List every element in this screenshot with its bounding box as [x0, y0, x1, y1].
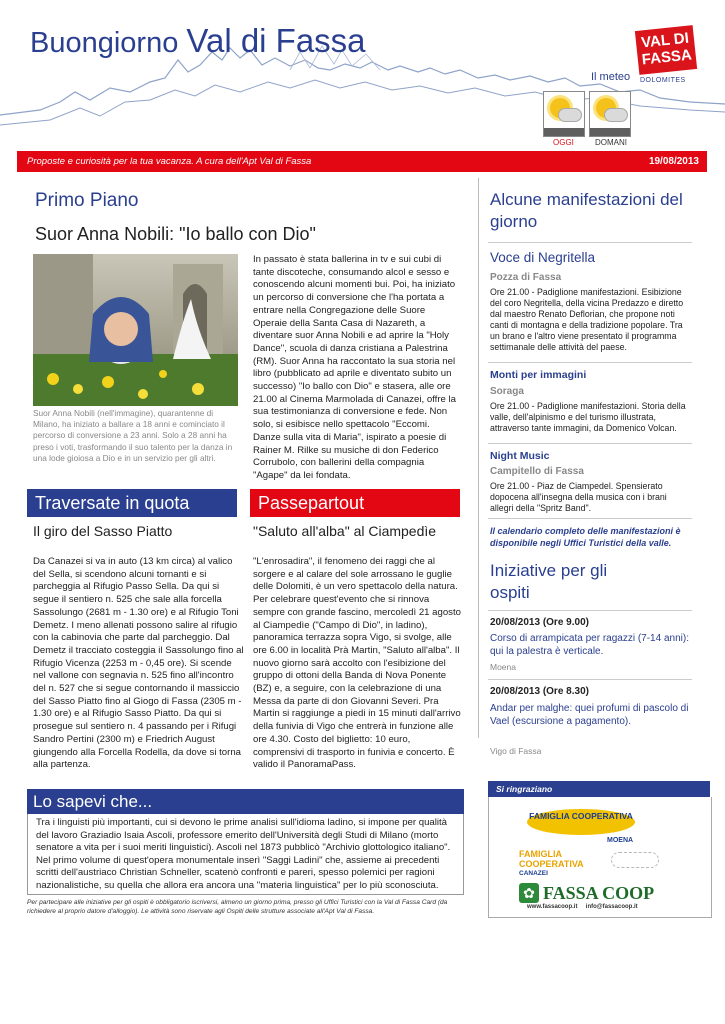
- divider: [488, 610, 692, 611]
- traversate-body: Da Canazei si va in auto (13 km circa) al valico del Sella, si scendono alcuni tornanti e si parcheggia al Rifugio Passo Sella. Da qui si segue il sentiero n. 525 che sale alla forcella Sassolungo (2681 m - 1.30 ore) e al Rifugio Toni Demetz. I meno allenati possono salire al rifugio con la cabinovia che parte dal parcheggio. Dal Demetz il tracciato costeggia il Sassolungo fino al Rifugio Vicenza (2253 m - 0,45 ore). Si scende nel vallone con segnavia n. 525 fino all'incontro del n. 527 che si segue contornando il massiccio del Sasso Piatto fino al Giogo di Fassa (2305 m - 1.30 ore) e al Rifugio Sasso Piatto. Da qui si prosegue sul sentiero n. 4 passando per i Rifugi Sandro Pertini (2300 m) e Friedrich August giungendo alla Forcella Rodella, da dove si torna alla partenza.: [33, 556, 244, 771]
- tagline: Proposte e curiosità per la tua vacanza. A cura dell'Apt Val di Fassa: [27, 156, 312, 167]
- famiglia-cooperativa-moena-logo: [527, 809, 635, 835]
- sponsor-name: FAMIGLIA COOPERATIVA: [529, 811, 633, 821]
- sponsor-name: FAMIGLIA COOPERATIVA: [519, 849, 584, 869]
- sponsor-sub: CANAZEI: [519, 870, 548, 877]
- event-description: Ore 21.00 - Piaz de Ciampedel. Spensierato dopocena all'insegna della musica con i brani allegri della "Spritz Band".: [490, 481, 667, 513]
- issue-date: 19/08/2013: [648, 156, 699, 167]
- photo-illustration: [33, 254, 238, 406]
- event-place: Pozza di Fassa: [490, 272, 562, 283]
- logo-subtitle: DOLOMITES: [640, 77, 686, 84]
- val-di-fassa-logo: [635, 25, 697, 75]
- initiative-place: Moena: [490, 662, 516, 672]
- footnote: Per partecipare alle iniziative per gli ospiti è obbligatorio iscriversi, almeno un giorno prima, presso gli Uffici Turistici con la Val di Fassa Card (da richiedere al proprio datore d'alloggio). Le attività sono riservate agli Ospiti delle strutture associate all'Apt Val di Fassa.: [27, 899, 448, 915]
- divider: [488, 362, 692, 363]
- lo-sapevi-body: Tra i linguisti più importanti, cui si devono le prime analisi sull'idioma ladino, si impone per qualità del lavoro Graziadio Isaia Ascoli, professore emerito dell'Università degli Studi di Milano (morto senatore a vita per i suoi meriti linguistici). Ascoli nel 1873 pubblicò "Archivio glottologico italiano". Nel primo volume di quest'opera monumentale inserì "Saggi Ladini" che, assieme ai precedenti scritti dell'austriaco Christian Schneller, scatenò confronti e pareri, spesso polemici per ragioni nazionalistiche, su quella che allora era ancora una "materia linguistica" per lo più sconosciuta.: [36, 817, 451, 891]
- traversate-title: Il giro del Sasso Piatto: [33, 523, 173, 539]
- sponsor-decoration: [611, 852, 659, 868]
- event-title: Monti per immagini: [490, 369, 587, 381]
- event-description: Ore 21.00 - Padiglione manifestazioni. Storia della valle, dell'alpinismo e del turismo illustrata, attraverso tante immagini, da Domenico Volcan.: [490, 401, 686, 433]
- initiative-title: Andar per malghe: quei profumi di pascolo di Vael (escursione a pagamento).: [490, 703, 689, 727]
- logo-line-1: VAL DI: [640, 29, 690, 52]
- section-manifestazioni: Alcune manifestazioni del giorno: [490, 190, 683, 231]
- passepartout-title: "Saluto all'alba" al Ciampedìe: [253, 523, 437, 539]
- initiative-date: 20/08/2013 (Ore 9.00): [490, 617, 589, 628]
- initiative-title: Corso di arrampicata per ragazzi (7-14 anni): qui la palestra è verticale.: [490, 633, 689, 657]
- event-place: Soraga: [490, 386, 524, 397]
- nun-dancer-photo: [33, 254, 238, 406]
- sponsor-name: FASSA COOP: [543, 883, 655, 903]
- divider: [488, 679, 692, 680]
- divider: [488, 518, 692, 519]
- meteo-label: Il meteo: [591, 71, 631, 83]
- section-lo-sapevi: Lo sapevi che...: [27, 789, 464, 814]
- divider: [488, 242, 692, 243]
- event-place: Campitello di Fassa: [490, 466, 584, 477]
- sponsor-sub: www.fassacoop.it info@fassacoop.it: [527, 904, 638, 910]
- masthead-title-main: Val di Fassa: [186, 22, 366, 59]
- event-title: Night Music: [490, 450, 550, 462]
- divider: [488, 443, 692, 444]
- masthead-title: [30, 22, 366, 60]
- passepartout-body: "L'enrosadira", il fenomeno dei raggi che al sorgere e al calare del sole arrossano le guglie delle Dolomiti, è un vero spettacolo della natura. Per celebrare quest'evento che si rinnova sempre con grande fascino, mercoledì 21 agosto al Ciampedìe ("Campo di Dio", in ladino), panoramica terrazza sopra Vigo, si svolge, alle ore 6.00 in località Prà Martin, "Saluto all'alba". Il nuovo giorno sarà accolto con l'esibizione del gruppo di ottoni della Banda di Nova Ponente (BZ) e, a seguire, con la celebrazione di una Messa da parte di don Giovanni Severi. Pra Martin si raggiunge a piedi in 15 minuti dall'arrivo della funivia di Vigo che entrerà in funzione alle ore 4.30. Costo del biglietto: 10 euro, comprensivi di trasporto in funivia e concerto. È valido il PanoramaPass.: [253, 556, 461, 771]
- weather-today-label: OGGI: [553, 138, 574, 147]
- iniziative-title: Iniziative per gli ospiti: [490, 561, 608, 602]
- sidebar-divider: [478, 178, 479, 738]
- weather-tomorrow-sun-cloud-icon: [589, 91, 631, 137]
- weather-today-sun-cloud-icon: [543, 91, 585, 137]
- initiative-date: 20/08/2013 (Ore 8.30): [490, 686, 589, 697]
- sponsor-sub: MOENA: [607, 837, 634, 844]
- primo-piano-body: In passato è stata ballerina in tv e sui cubi di tante discoteche, consumando alcol e sesso e conoscendo alcuni momenti bui. Poi, ha iniziato un percorso di conversione che l'ha portata a entrare nella Congregazione delle Suore Operaie della Santa Casa di Nazareth, a diventare suor Anna Nobili e ad aprire la "Holy Dance", scuola di danza cristiana a Palestrina (RM). Suor Anna ha raccontato la sua storia nel libro (pubblicato ad aprile e diventato subito un successo) "Io ballo con Dio" e stasera, alle ore 21.00 al Cinema Marmolada di Canazei, offre la sua testimonianza di conversione e fede. Non solo, si esibisce nello spettacolo "Eccomi. Danze sulla vita di Maria", ispirato a poesie di Rainer M. Rilke su musiche di don Federico Corrubolo, con ballerini della compagnia "Agape" da lei fondata.: [253, 254, 457, 481]
- weather-tomorrow-label: DOMANI: [595, 138, 627, 147]
- sponsors-box: [488, 797, 712, 918]
- section-primo-piano: Primo Piano: [35, 190, 139, 211]
- photo-caption: Suor Anna Nobili (nell'immagine), quarantenne di Milano, ha iniziato a ballare a 18 anni e cominciato il percorso di conversione a 23 anni. Solo a 28 anni ha preso i voti, trasformando il suo talento per la danza in una lode gioiosa a Dio e in un servizio per gli altri.: [33, 408, 233, 463]
- logo-line-2: FASSA: [641, 46, 693, 69]
- section-iniziative: [490, 560, 610, 604]
- fassa-coop-icon: ✿: [519, 883, 539, 903]
- primo-piano-title: Suor Anna Nobili: "Io ballo con Dio": [35, 224, 316, 244]
- event-title: Voce di Negritella: [490, 250, 596, 265]
- section-traversate: Traversate in quota: [27, 489, 237, 517]
- masthead: [0, 0, 725, 150]
- event-description: Ore 21.00 - Padiglione manifestazioni. Esibizione del coro Negritella, della vicina Predazzo e diretto dal maestro Renato Deflorian, che propone noti canti di montagna e della tradizione popolare. Tra un brano e l'altro viene presentato il programma settimanale delle attività del paese.: [490, 287, 684, 352]
- section-passepartout: Passepartout: [250, 489, 460, 517]
- tagline-bar: [17, 151, 707, 172]
- calendar-note: Il calendario completo delle manifestazioni è disponibile negli Uffici Turistici della valle.: [490, 526, 681, 548]
- masthead-title-prefix: Buongiorno: [30, 27, 187, 59]
- initiative-place: Vigo di Fassa: [490, 746, 542, 756]
- thanks-header: Si ringraziano: [488, 781, 710, 797]
